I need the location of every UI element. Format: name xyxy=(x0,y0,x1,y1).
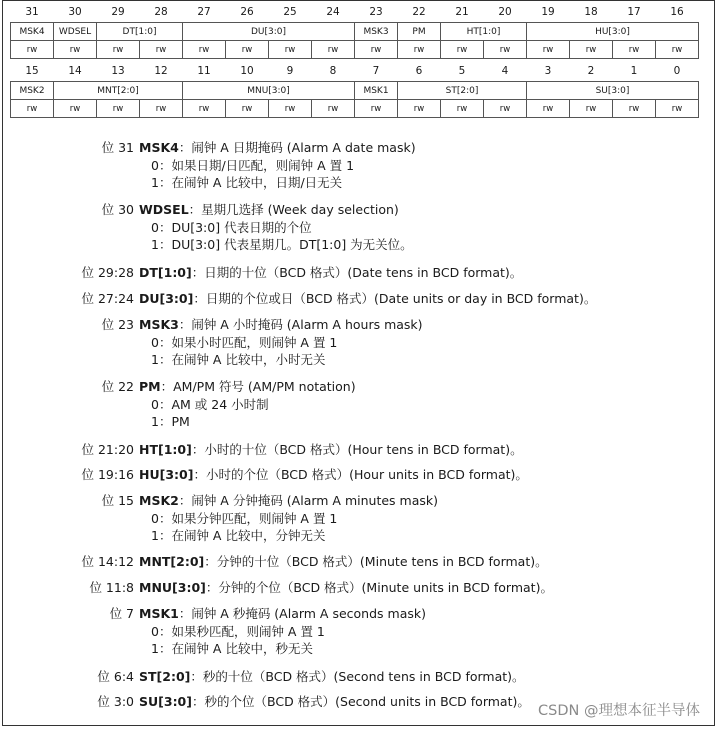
field-description xyxy=(3,553,716,571)
field-desc: ：闹钟 A 分钟掩码 (Alarm A minutes mask) xyxy=(178,493,438,508)
field-description xyxy=(3,466,716,484)
value-line: 1：在闹钟 A 比较中，日期/日无关 xyxy=(151,175,343,190)
bit-range: 位 7 xyxy=(109,606,134,621)
field-name: ST[2:0] xyxy=(398,82,527,100)
access-type: rw xyxy=(570,100,613,118)
value-line: 0：AM 或 24 小时制 xyxy=(151,397,269,412)
field-name: MSK2 xyxy=(139,493,179,508)
access-type: rw xyxy=(355,100,398,118)
value-line: 1：PM xyxy=(151,414,190,429)
bit-range: 位 14:12 xyxy=(81,554,134,569)
access-type: rw xyxy=(613,100,656,118)
bit-number: 15 xyxy=(25,64,39,77)
field-name: SU[3:0] xyxy=(139,694,192,709)
field-description xyxy=(3,139,716,191)
bit-range: 位 11:8 xyxy=(89,580,134,595)
access-type: rw xyxy=(269,100,312,118)
field-desc: ：星期几选择 (Week day selection) xyxy=(188,202,399,217)
field-name: MSK3 xyxy=(355,23,398,41)
field-name: MSK4 xyxy=(139,140,179,155)
field-desc: ：分钟的个位（BCD 格式）(Minute units in BCD format)。 xyxy=(205,580,553,595)
field-name: WDSEL xyxy=(54,23,97,41)
value-line: 1：DU[3:0] 代表星期几。DT[1:0] 为无关位。 xyxy=(151,237,413,252)
bit-number: 25 xyxy=(283,5,297,18)
value-line: 0：DU[3:0] 代表日期的个位 xyxy=(151,220,312,235)
access-type: rw xyxy=(570,41,613,59)
bit-number: 21 xyxy=(455,5,469,18)
field-description xyxy=(3,668,716,686)
bit-number-row xyxy=(11,60,699,82)
field-name: MNT[2:0] xyxy=(54,82,183,100)
bit-number: 10 xyxy=(240,64,254,77)
access-type: rw xyxy=(11,41,54,59)
field-name: ST[2:0] xyxy=(139,669,191,684)
watermark: CSDN @理想本征半导体 xyxy=(536,699,702,720)
field-name-row xyxy=(11,23,699,41)
field-header xyxy=(3,579,716,597)
field-name: MSK3 xyxy=(139,317,179,332)
field-desc: ：闹钟 A 日期掩码 (Alarm A date mask) xyxy=(178,140,416,155)
bit-number: 23 xyxy=(369,5,383,18)
bit-number: 11 xyxy=(197,64,211,77)
field-desc: ：闹钟 A 小时掩码 (Alarm A hours mask) xyxy=(178,317,423,332)
field-name: MSK4 xyxy=(11,23,54,41)
field-name: MSK2 xyxy=(11,82,54,100)
access-type: rw xyxy=(527,100,570,118)
value-line: 0：如果日期/日匹配，则闹钟 A 置 1 xyxy=(151,158,355,173)
bit-number: 3 xyxy=(544,64,552,77)
bit-range: 位 23 xyxy=(101,317,134,332)
bit-number: 8 xyxy=(329,64,337,77)
bit-range: 位 27:24 xyxy=(81,291,134,306)
bit-number: 7 xyxy=(372,64,380,77)
field-desc: ：分钟的十位（BCD 格式）(Minute tens in BCD format)。 xyxy=(204,554,548,569)
bit-number: 28 xyxy=(154,5,168,18)
bit-range: 位 30 xyxy=(101,202,134,217)
field-name: MNU[3:0] xyxy=(183,82,355,100)
bit-range: 位 21:20 xyxy=(81,442,134,457)
field-name: DT[1:0] xyxy=(97,23,183,41)
access-type: rw xyxy=(97,100,140,118)
field-name: DU[3:0] xyxy=(183,23,355,41)
field-header xyxy=(3,441,716,459)
field-desc: ：秒的十位（BCD 格式）(Second tens in BCD format)。 xyxy=(190,669,525,684)
field-desc: ：小时的十位（BCD 格式）(Hour tens in BCD format)。 xyxy=(191,442,523,457)
bit-number: 13 xyxy=(111,64,125,77)
bit-number: 2 xyxy=(587,64,595,77)
access-type: rw xyxy=(441,100,484,118)
bit-number: 12 xyxy=(154,64,168,77)
field-name: WDSEL xyxy=(139,202,189,217)
bit-number: 27 xyxy=(197,5,211,18)
access-type: rw xyxy=(54,41,97,59)
value-line: 0：如果秒匹配，则闹钟 A 置 1 xyxy=(151,624,325,639)
field-header xyxy=(3,316,716,334)
bit-range: 位 31 xyxy=(101,140,134,155)
field-name: MSK1 xyxy=(139,606,179,621)
bit-number: 24 xyxy=(326,5,340,18)
field-description xyxy=(3,316,716,368)
bit-number: 16 xyxy=(670,5,684,18)
field-name: HT[1:0] xyxy=(139,442,192,457)
bit-number: 22 xyxy=(412,5,426,18)
bit-number: 4 xyxy=(501,64,509,77)
access-type: rw xyxy=(312,41,355,59)
field-desc: ：日期的十位（BCD 格式）(Date tens in BCD format)。 xyxy=(191,265,523,280)
access-type: rw xyxy=(183,100,226,118)
bit-number: 31 xyxy=(25,5,39,18)
value-line: 1：在闹钟 A 比较中，小时无关 xyxy=(151,352,326,367)
field-header xyxy=(3,492,716,510)
field-name: MNU[3:0] xyxy=(139,580,206,595)
register-map-low xyxy=(10,60,699,118)
field-description xyxy=(3,264,716,282)
field-name: SU[3:0] xyxy=(527,82,699,100)
access-type: rw xyxy=(140,100,183,118)
field-description xyxy=(3,201,716,253)
access-type: rw xyxy=(527,41,570,59)
bit-number: 14 xyxy=(68,64,82,77)
bit-number: 19 xyxy=(541,5,555,18)
field-name: HU[3:0] xyxy=(139,467,194,482)
field-header xyxy=(3,466,716,484)
field-name: MNT[2:0] xyxy=(139,554,205,569)
bit-range: 位 6:4 xyxy=(97,669,134,684)
value-line: 0：如果小时匹配，则闹钟 A 置 1 xyxy=(151,335,338,350)
field-desc: ：小时的个位（BCD 格式）(Hour units in BCD format)。 xyxy=(193,467,528,482)
field-desc: ：AM/PM 符号 (AM/PM notation) xyxy=(160,379,356,394)
access-type: rw xyxy=(183,41,226,59)
bit-range: 位 22 xyxy=(101,379,134,394)
field-desc: ：秒的个位（BCD 格式）(Second units in BCD format)。 xyxy=(191,694,530,709)
field-description xyxy=(3,290,716,308)
access-type: rw xyxy=(11,100,54,118)
field-name: DU[3:0] xyxy=(139,291,194,306)
access-type: rw xyxy=(484,41,527,59)
access-type: rw xyxy=(441,41,484,59)
field-header xyxy=(3,139,716,157)
field-header xyxy=(3,264,716,282)
access-type: rw xyxy=(355,41,398,59)
field-header xyxy=(3,668,716,686)
field-header xyxy=(3,378,716,396)
bit-range: 位 3:0 xyxy=(97,694,134,709)
field-description xyxy=(3,579,716,597)
field-description xyxy=(3,492,716,544)
field-header xyxy=(3,553,716,571)
field-header xyxy=(3,605,716,623)
bit-number: 17 xyxy=(627,5,641,18)
field-name-row xyxy=(11,82,699,100)
bit-number: 6 xyxy=(415,64,423,77)
bit-number: 30 xyxy=(68,5,82,18)
field-header xyxy=(3,290,716,308)
value-line: 1：在闹钟 A 比较中，分钟无关 xyxy=(151,528,326,543)
access-type: rw xyxy=(226,41,269,59)
field-name: PM xyxy=(139,379,161,394)
bit-number-row xyxy=(11,1,699,23)
bit-range: 位 15 xyxy=(101,493,134,508)
field-desc: ：日期的个位或日（BCD 格式）(Date units or day in BCD format)。 xyxy=(193,291,597,306)
bit-number: 9 xyxy=(286,64,294,77)
field-description xyxy=(3,378,716,430)
access-row xyxy=(11,100,699,118)
field-name: HU[3:0] xyxy=(527,23,699,41)
value-line: 1：在闹钟 A 比较中，秒无关 xyxy=(151,641,313,656)
bit-number: 20 xyxy=(498,5,512,18)
access-type: rw xyxy=(398,41,441,59)
access-type: rw xyxy=(398,100,441,118)
field-name: HT[1:0] xyxy=(441,23,527,41)
document-frame xyxy=(2,0,715,726)
access-type: rw xyxy=(97,41,140,59)
access-type: rw xyxy=(656,41,699,59)
access-type: rw xyxy=(613,41,656,59)
bit-number: 5 xyxy=(458,64,466,77)
access-type: rw xyxy=(140,41,183,59)
bit-number: 29 xyxy=(111,5,125,18)
bit-number: 18 xyxy=(584,5,598,18)
bit-range: 位 19:16 xyxy=(81,467,134,482)
access-type: rw xyxy=(54,100,97,118)
value-line: 0：如果分钟匹配，则闹钟 A 置 1 xyxy=(151,511,338,526)
field-name: DT[1:0] xyxy=(139,265,192,280)
access-row xyxy=(11,41,699,59)
register-map-high xyxy=(10,1,699,59)
field-header xyxy=(3,201,716,219)
access-type: rw xyxy=(226,100,269,118)
access-type: rw xyxy=(484,100,527,118)
bit-range: 位 29:28 xyxy=(81,265,134,280)
access-type: rw xyxy=(269,41,312,59)
field-name: MSK1 xyxy=(355,82,398,100)
bit-number: 0 xyxy=(673,64,681,77)
bit-number: 1 xyxy=(630,64,638,77)
field-name: PM xyxy=(398,23,441,41)
access-type: rw xyxy=(312,100,355,118)
field-desc: ：闹钟 A 秒掩码 (Alarm A seconds mask) xyxy=(178,606,426,621)
field-description xyxy=(3,441,716,459)
bit-number: 26 xyxy=(240,5,254,18)
access-type: rw xyxy=(656,100,699,118)
field-description xyxy=(3,605,716,657)
